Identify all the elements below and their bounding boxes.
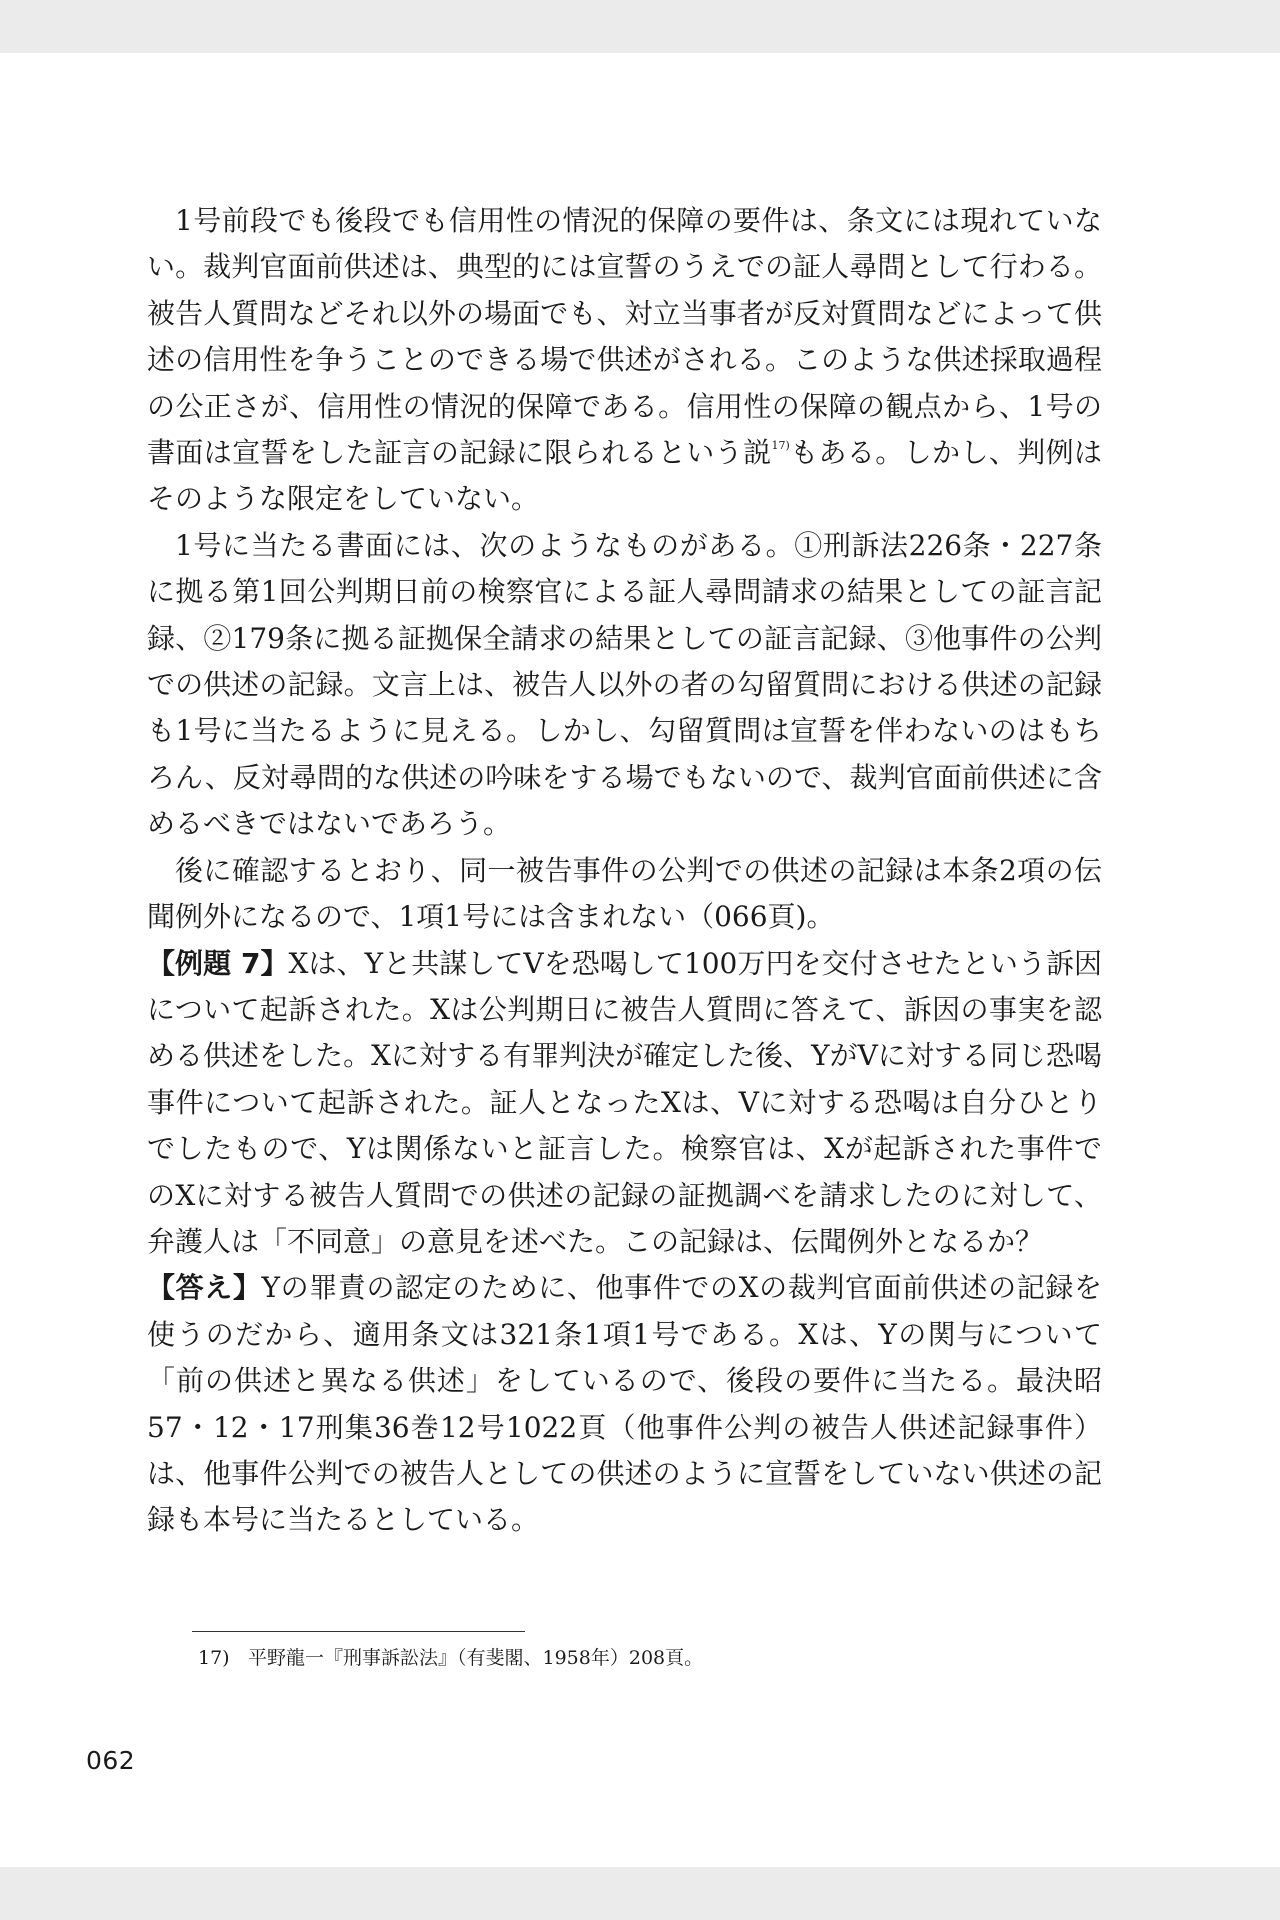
paragraph-1-text: 1号前段でも後段でも信用性の情況的保障の要件は、条文には現れていない。裁判官面前供述は、典型的には宣誓のうえでの証人尋問として行わる。被告人質問などそれ以外の場面でも、対立当事者が反対質問などによって供述の信用性を争うことのできる場で供述がされる。このような供述採取過程の公正さが、信用性の情況的保障である。信用性の保障の観点から、1号の書面は宣誓をした証言の記録に限られるという説 [147,204,1102,470]
page [0,53,1280,1867]
paragraph-2: 1号に当たる書面には、次のようなものがある。①刑訴法226条・227条に拠る第1回公判期日前の検察官による証人尋問請求の結果としての証言記録、②179条に拠る証拠保全請求の結果としての証言記録、③他事件の公判での供述の記録。文言上は、被告人以外の者の勾留質問における供述の記録も1号に当たるように見える。しかし、勾留質問は宣誓を伴わないのはもちろん、反対尋問的な供述の吟味をする場でもないので、裁判官面前供述に含めるべきではないであろう。 [147,528,1102,841]
example-text: Xは、Yと共謀してVを恐喝して100万円を交付させたという訴因について起訴された。Xは公判期日に被告人質問に答えて、訴因の事実を認める供述をした。Xに対する有罪判決が確定した後、YがVに対する同じ恐喝事件について起訴された。証人となったXは、Vに対する恐喝は自分ひとりでしたもので、Yは関係ないと証言した。検察官は、Xが起訴された事件でのXに対する被告人質問での供述の記録の証拠調べを請求したのに対して、弁護人は「不同意」の意見を述べた。この記録は、伝聞例外となるか？ [147,946,1102,1258]
footnote-number: 17) [198,1647,230,1669]
page-number: 062 [86,1746,136,1775]
answer-text: Yの罪責の認定のために、他事件でのXの裁判官面前供述の記録を使うのだから、適用条文は321条1項1号である。Xは、Yの関与について「前の供述と異なる供述」をしているので、後段の要件に当たる。最決昭57・12・17刑集36巻12号1022頁（他事件公判の被告人供述記録事件）は、他事件公判での被告人としての供述のように宣誓をしていない供述の記録も本号に当たるとしている。 [147,1271,1102,1537]
paragraph-1 [147,198,1102,523]
example-label: 【例題 7】 [147,946,289,980]
answer-label: 【答え】 [147,1271,262,1305]
footnote-text: 平野龍一『刑事訴訟法』（有斐閣、1958年）208頁。 [248,1647,704,1669]
footnote-17 [198,1644,703,1672]
paragraph-1-tail: もある。しかし、判例はそのような限定をしていない。 [147,436,1102,516]
footnote-divider [192,1631,525,1632]
example-7 [147,941,1102,1266]
footnote-ref-17: 17) [771,439,790,453]
paragraph-3: 後に確認するとおり、同一被告事件の公判での供述の記録は本条2項の伝聞例外になるので、1項1号には含まれない（066頁)。 [147,853,1102,934]
body-text [147,198,1102,1544]
answer [147,1265,1102,1543]
